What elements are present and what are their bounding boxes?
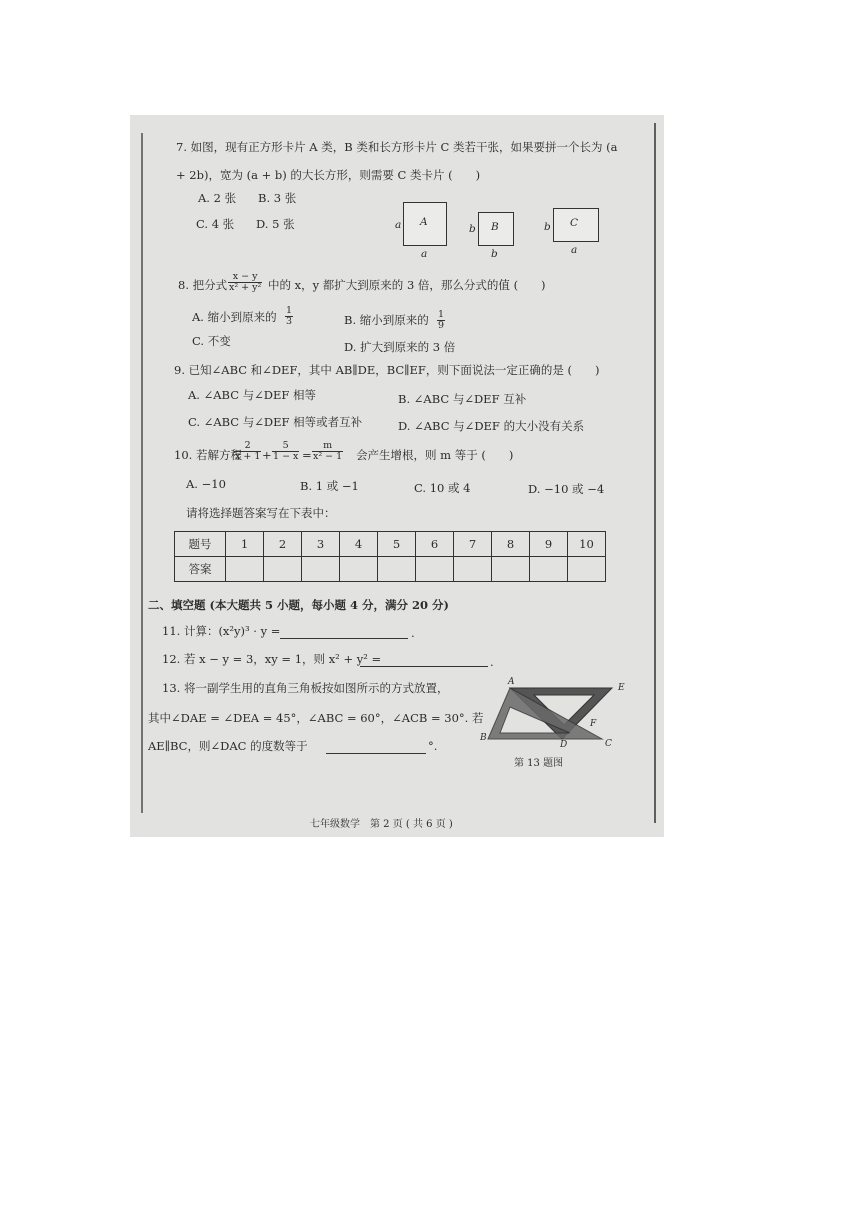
q10-fraction-3 bbox=[312, 441, 343, 462]
card-b-name: B bbox=[491, 221, 499, 233]
q9-stem: 9. 已知∠ABC 和∠DEF，其中 AB∥DE，BC∥EF，则下面说法一定正确的是 ( ) bbox=[174, 363, 600, 377]
q10-fraction-3-denominator: x² − 1 bbox=[313, 451, 343, 462]
figure-label-c: C bbox=[605, 739, 612, 749]
q7-option-d: D. 5 张 bbox=[256, 217, 295, 231]
figure-label-a: A bbox=[508, 677, 515, 687]
answer-cell[interactable] bbox=[454, 557, 492, 582]
q10-option-d: D. −10 或 −4 bbox=[528, 482, 605, 496]
exam-page bbox=[130, 115, 664, 837]
q10-suffix: 会产生增根，则 m 等于 ( ) bbox=[356, 448, 514, 462]
answer-table bbox=[174, 531, 606, 582]
answer-cell[interactable] bbox=[378, 557, 416, 582]
q11-answer-blank[interactable] bbox=[280, 638, 408, 639]
answer-instruction: 请将选择题答案写在下表中： bbox=[186, 506, 336, 520]
figure-caption: 第 13 题图 bbox=[514, 758, 564, 769]
answer-cell[interactable] bbox=[264, 557, 302, 582]
section-2-heading: 二、填空题 (本大题共 5 小题，每小题 4 分，满分 20 分) bbox=[148, 598, 449, 612]
figure-label-e: E bbox=[618, 683, 625, 693]
q8-option-a-numerator: 1 bbox=[286, 305, 293, 316]
q9-option-b: B. ∠ABC 与∠DEF 互补 bbox=[398, 392, 527, 406]
q7-option-c: C. 4 张 bbox=[196, 217, 235, 231]
q7-option-b: B. 3 张 bbox=[258, 191, 297, 205]
card-a bbox=[403, 202, 447, 246]
q13-stem-line3: AE∥BC，则∠DAC 的度数等于 bbox=[148, 739, 308, 753]
card-c-name: C bbox=[570, 217, 579, 229]
q8-option-b: B. 缩小到原来的 bbox=[344, 313, 429, 327]
q13-end: °. bbox=[428, 739, 438, 753]
answer-table-number: 9 bbox=[530, 532, 568, 557]
q8-option-d: D. 扩大到原来的 3 倍 bbox=[344, 340, 456, 354]
figure-label-d: D bbox=[560, 740, 568, 750]
answer-cell[interactable] bbox=[340, 557, 378, 582]
answer-table-number: 10 bbox=[568, 532, 606, 557]
figure-label-b: B bbox=[480, 733, 487, 743]
q12-answer-blank[interactable] bbox=[360, 666, 488, 667]
q11-end: . bbox=[411, 626, 415, 640]
answer-table-number: 7 bbox=[454, 532, 492, 557]
q8-suffix: 中的 x，y 都扩大到原来的 3 倍，那么分式的值 ( ) bbox=[268, 278, 546, 292]
q8-fraction-numerator: x − y bbox=[228, 272, 262, 283]
card-b-bottom-label: b bbox=[491, 248, 498, 260]
q11-stem: 11. 计算：(x²y)³ · y = bbox=[162, 624, 281, 638]
q9-option-c: C. ∠ABC 与∠DEF 相等或者互补 bbox=[188, 415, 363, 429]
answer-table-number: 8 bbox=[492, 532, 530, 557]
answer-cell[interactable] bbox=[302, 557, 340, 582]
answer-table-number: 6 bbox=[416, 532, 454, 557]
answer-table-number: 2 bbox=[264, 532, 302, 557]
q10-plus: + bbox=[262, 448, 272, 462]
card-a-bottom-label: a bbox=[421, 248, 428, 260]
card-a-side-label: a bbox=[395, 219, 402, 231]
card-b bbox=[478, 212, 514, 246]
q10-fraction-2-numerator: 5 bbox=[272, 441, 299, 452]
answer-cell[interactable] bbox=[492, 557, 530, 582]
q13-stem-line2: 其中∠DAE = ∠DEA = 45°，∠ABC = 60°，∠ACB = 30°. 若 bbox=[148, 711, 484, 725]
q8-option-b-denominator: 9 bbox=[438, 320, 445, 331]
q12-stem: 12. 若 x − y = 3，xy = 1，则 x² + y² = bbox=[162, 652, 382, 666]
q10-prefix: 10. 若解方程 bbox=[174, 448, 242, 462]
q10-option-c: C. 10 或 4 bbox=[414, 481, 471, 495]
q8-option-b-fraction bbox=[437, 310, 445, 331]
q8-option-c: C. 不变 bbox=[192, 334, 231, 348]
card-b-side-label: b bbox=[469, 223, 476, 235]
q9-option-a: A. ∠ABC 与∠DEF 相等 bbox=[188, 388, 317, 402]
card-a-name: A bbox=[420, 216, 428, 228]
q13-triangle-figure bbox=[474, 673, 624, 753]
answer-table-number: 1 bbox=[226, 532, 264, 557]
q10-equals: = bbox=[302, 448, 312, 462]
q7-stem-line2: + 2b)，宽为 (a + b) 的大长方形，则需要 C 类卡片 ( ) bbox=[176, 168, 481, 182]
q13-stem-line1: 13. 将一副学生用的直角三角板按如图所示的方式放置， bbox=[162, 681, 449, 695]
q8-option-a-fraction bbox=[285, 306, 293, 327]
q10-fraction-3-numerator: m bbox=[312, 441, 343, 452]
answer-cell[interactable] bbox=[568, 557, 606, 582]
answer-table-number: 3 bbox=[302, 532, 340, 557]
answer-table-number: 5 bbox=[378, 532, 416, 557]
q7-option-a: A. 2 张 bbox=[198, 191, 237, 205]
answer-table-answer-label: 答案 bbox=[175, 557, 226, 582]
q8-option-b-numerator: 1 bbox=[438, 309, 445, 320]
q10-option-a: A. −10 bbox=[186, 477, 226, 491]
card-c-bottom-label: a bbox=[571, 244, 578, 256]
q10-option-b: B. 1 或 −1 bbox=[300, 479, 359, 493]
q9-option-d: D. ∠ABC 与∠DEF 的大小没有关系 bbox=[398, 419, 585, 433]
answer-table-number: 4 bbox=[340, 532, 378, 557]
q8-option-a-denominator: 3 bbox=[286, 316, 293, 327]
answer-table-header-label: 题号 bbox=[175, 532, 226, 557]
answer-cell[interactable] bbox=[226, 557, 264, 582]
q12-end: . bbox=[490, 655, 494, 669]
q8-prefix: 8. 把分式 bbox=[178, 278, 228, 292]
q8-option-a: A. 缩小到原来的 bbox=[192, 310, 277, 324]
q10-fraction-2 bbox=[272, 441, 299, 462]
page-footer: 七年级数学 第 2 页 ( 共 6 页 ) bbox=[310, 819, 453, 830]
q7-stem-line1: 7. 如图，现有正方形卡片 A 类，B 类和长方形卡片 C 类若干张，如果要拼一个长为 (a bbox=[176, 140, 618, 154]
figure-label-f: F bbox=[590, 719, 597, 729]
card-c-side-label: b bbox=[544, 221, 551, 233]
q8-fraction bbox=[228, 272, 262, 293]
q8-fraction-denominator: x² + y² bbox=[229, 282, 262, 293]
q10-fraction-1-numerator: 2 bbox=[234, 441, 261, 452]
q10-fraction-1 bbox=[234, 441, 261, 462]
answer-cell[interactable] bbox=[530, 557, 568, 582]
page-edge-left bbox=[141, 133, 143, 813]
q10-fraction-1-denominator: x + 1 bbox=[235, 451, 261, 462]
answer-table-header-row bbox=[175, 532, 606, 557]
card-c bbox=[553, 208, 599, 242]
answer-cell[interactable] bbox=[416, 557, 454, 582]
answer-table-answer-row bbox=[175, 557, 606, 582]
page-edge-right bbox=[654, 123, 656, 823]
q13-answer-blank[interactable] bbox=[326, 753, 426, 754]
q10-fraction-2-denominator: 1 − x bbox=[273, 451, 299, 462]
